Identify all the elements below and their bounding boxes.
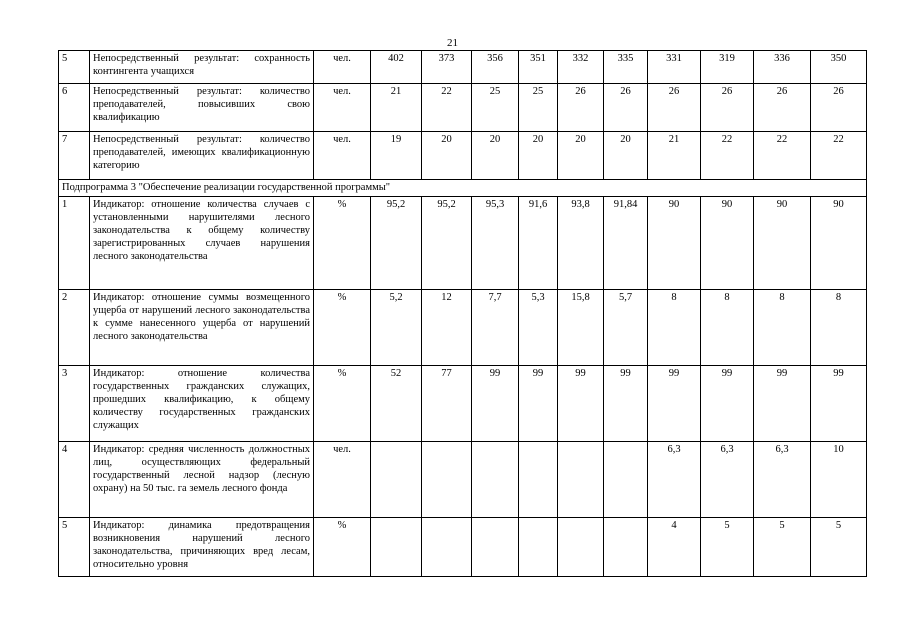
value-cell: 90 (811, 197, 867, 290)
value-cell: 99 (811, 366, 867, 442)
value-cell: 93,8 (558, 197, 604, 290)
row-number: 2 (59, 290, 90, 366)
value-cell: 91,6 (519, 197, 558, 290)
value-cell: 77 (422, 366, 472, 442)
row-number: 5 (59, 518, 90, 577)
section-title: Подпрограмма 3 "Обеспечение реализации государственной программы" (59, 180, 867, 197)
value-cell: 8 (701, 290, 754, 366)
table-body (59, 51, 867, 577)
indicator-name: Индикатор: отношение количества государственных гражданских служащих, прошедших квалификацию, к общему количеству государственных гражданских служащих (90, 366, 314, 442)
value-cell (422, 518, 472, 577)
page-number: 21 (447, 37, 458, 49)
row-number: 7 (59, 132, 90, 180)
table-row (59, 132, 867, 180)
value-cell: 5 (754, 518, 811, 577)
value-cell (519, 518, 558, 577)
value-cell: 25 (472, 84, 519, 132)
value-cell: 99 (558, 366, 604, 442)
row-number: 6 (59, 84, 90, 132)
value-cell: 99 (648, 366, 701, 442)
value-cell: 95,2 (422, 197, 472, 290)
row-number: 4 (59, 442, 90, 518)
unit-cell: чел. (314, 51, 371, 84)
value-cell: 22 (701, 132, 754, 180)
indicator-name: Непосредственный результат: сохранность контингента учащихся (90, 51, 314, 84)
value-cell (371, 518, 422, 577)
value-cell: 20 (422, 132, 472, 180)
table-row (59, 84, 867, 132)
table-row (59, 518, 867, 577)
value-cell: 52 (371, 366, 422, 442)
value-cell: 319 (701, 51, 754, 84)
value-cell: 99 (519, 366, 558, 442)
value-cell: 20 (558, 132, 604, 180)
value-cell: 90 (754, 197, 811, 290)
indicator-name: Индикатор: отношение суммы возмещенного ущерба от нарушений лесного законодательства к сумме нанесенного ущерба от нарушений лесного законодательства (90, 290, 314, 366)
table-row (59, 366, 867, 442)
indicators-table (58, 50, 867, 577)
indicator-name: Индикатор: динамика предотвращения возникновения нарушений лесного законодательства, причиняющих вред лесам, относительно уровня (90, 518, 314, 577)
indicator-name: Непосредственный результат: количество преподавателей, повысивших свою квалификацию (90, 84, 314, 132)
value-cell (472, 442, 519, 518)
value-cell: 22 (811, 132, 867, 180)
value-cell: 373 (422, 51, 472, 84)
unit-cell: % (314, 197, 371, 290)
value-cell: 8 (811, 290, 867, 366)
value-cell: 5 (811, 518, 867, 577)
unit-cell: чел. (314, 84, 371, 132)
value-cell: 99 (472, 366, 519, 442)
value-cell: 26 (811, 84, 867, 132)
value-cell: 90 (648, 197, 701, 290)
value-cell (604, 518, 648, 577)
unit-cell: чел. (314, 442, 371, 518)
value-cell: 6,3 (754, 442, 811, 518)
value-cell: 402 (371, 51, 422, 84)
unit-cell: % (314, 290, 371, 366)
value-cell: 5,3 (519, 290, 558, 366)
value-cell: 20 (519, 132, 558, 180)
value-cell: 25 (519, 84, 558, 132)
value-cell: 335 (604, 51, 648, 84)
unit-cell: чел. (314, 132, 371, 180)
indicator-name: Индикатор: отношение количества случаев с установленными нарушителями лесного законодательства к общему количеству зарегистрированных случаев нарушения лесного законодательства (90, 197, 314, 290)
value-cell: 5,2 (371, 290, 422, 366)
value-cell: 350 (811, 51, 867, 84)
value-cell: 91,84 (604, 197, 648, 290)
value-cell: 6,3 (701, 442, 754, 518)
value-cell: 99 (754, 366, 811, 442)
table-row (59, 442, 867, 518)
value-cell: 26 (604, 84, 648, 132)
value-cell: 356 (472, 51, 519, 84)
value-cell: 4 (648, 518, 701, 577)
row-number: 1 (59, 197, 90, 290)
value-cell: 95,3 (472, 197, 519, 290)
value-cell: 6,3 (648, 442, 701, 518)
table-row (59, 197, 867, 290)
value-cell: 5 (701, 518, 754, 577)
row-number: 5 (59, 51, 90, 84)
value-cell: 351 (519, 51, 558, 84)
section-row (59, 180, 867, 197)
value-cell (558, 442, 604, 518)
value-cell: 90 (701, 197, 754, 290)
value-cell: 99 (701, 366, 754, 442)
value-cell: 19 (371, 132, 422, 180)
value-cell: 8 (754, 290, 811, 366)
value-cell: 336 (754, 51, 811, 84)
value-cell: 331 (648, 51, 701, 84)
value-cell: 20 (604, 132, 648, 180)
value-cell: 8 (648, 290, 701, 366)
value-cell: 332 (558, 51, 604, 84)
value-cell: 22 (754, 132, 811, 180)
value-cell (519, 442, 558, 518)
value-cell: 99 (604, 366, 648, 442)
value-cell: 21 (648, 132, 701, 180)
unit-cell: % (314, 366, 371, 442)
value-cell: 26 (701, 84, 754, 132)
value-cell: 10 (811, 442, 867, 518)
value-cell: 21 (371, 84, 422, 132)
value-cell: 95,2 (371, 197, 422, 290)
value-cell: 26 (558, 84, 604, 132)
value-cell (371, 442, 422, 518)
table-row (59, 290, 867, 366)
value-cell: 22 (422, 84, 472, 132)
value-cell: 20 (472, 132, 519, 180)
value-cell: 15,8 (558, 290, 604, 366)
row-number: 3 (59, 366, 90, 442)
value-cell: 12 (422, 290, 472, 366)
value-cell: 7,7 (472, 290, 519, 366)
value-cell (422, 442, 472, 518)
value-cell: 26 (648, 84, 701, 132)
indicator-name: Индикатор: средняя численность должностных лиц, осуществляющих федеральный государственный лесной надзор (лесную охрану) на 50 тыс. га земель лесного фонда (90, 442, 314, 518)
value-cell: 26 (754, 84, 811, 132)
value-cell (604, 442, 648, 518)
indicator-name: Непосредственный результат: количество преподавателей, имеющих квалификационную категорию (90, 132, 314, 180)
value-cell (558, 518, 604, 577)
unit-cell: % (314, 518, 371, 577)
value-cell (472, 518, 519, 577)
table-row (59, 51, 867, 84)
value-cell: 5,7 (604, 290, 648, 366)
